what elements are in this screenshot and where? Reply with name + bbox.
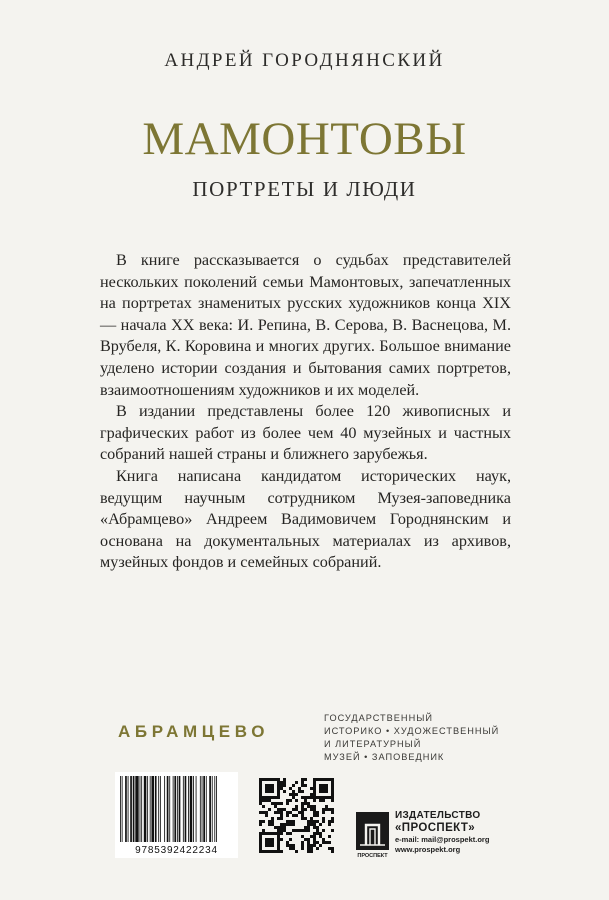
publisher-info [395, 810, 489, 855]
book-subtitle: ПОРТРЕТЫ И ЛЮДИ [192, 177, 417, 201]
museum-line: ИСТОРИКО • ХУДОЖЕСТВЕННЫЙ [324, 726, 500, 736]
publisher-label: ИЗДАТЕЛЬСТВО [395, 810, 481, 821]
book-annotation [100, 250, 511, 574]
annotation-paragraph: В издании представлены более 120 живописных и графических работ из более чем 40 музейных и частных собраний нашей страны и ближнего зарубежья. [100, 402, 511, 464]
annotation-paragraph: Книга написана кандидатом исторических наук, ведущим научным сотрудником Музея-заповедника «Абрамцево» Андреем Вадимовичем Городнянским и основана на документальных материалах из архивов, музейных фондов и семейных собраний. [100, 466, 511, 572]
museum-logo: АБРАМЦЕВО [118, 722, 270, 741]
publisher-website[interactable]: www.prospekt.org [395, 845, 461, 854]
prospekt-logo-icon [356, 812, 389, 858]
publisher-email[interactable]: e-mail: mail@prospekt.org [395, 835, 490, 844]
museum-line: МУЗЕЙ • ЗАПОВЕДНИК [324, 752, 445, 762]
book-author: АНДРЕЙ ГОРОДНЯНСКИЙ [164, 50, 445, 71]
book-title: МАМОНТОВЫ [142, 113, 467, 165]
museum-line: И ЛИТЕРАТУРНЫЙ [324, 739, 422, 749]
publisher-logo-caption: ПРОСПЕКТ [357, 853, 388, 858]
museum-line: ГОСУДАРСТВЕННЫЙ [324, 713, 433, 723]
museum-description [324, 712, 499, 764]
isbn-number: 9785392422234 [135, 845, 218, 856]
qr-code-icon [259, 778, 334, 853]
publisher-name: «ПРОСПЕКТ» [395, 822, 476, 834]
isbn-barcode [115, 772, 238, 858]
barcode-bars-icon [120, 776, 233, 842]
annotation-paragraph: В книге рассказывается о судьбах представителей нескольких поколений семьи Мамонтовых, запечатленных на портретах знаменитых русских художников конца XIX — начала XX века: И. Репина, В. Серова, В. Васнецова, М. Врубеля, К. Коровина и многих других. Большое внимание уделено истории создания и бытования самих портретов, взаимоотношениям художников и их моделей. [100, 251, 511, 399]
